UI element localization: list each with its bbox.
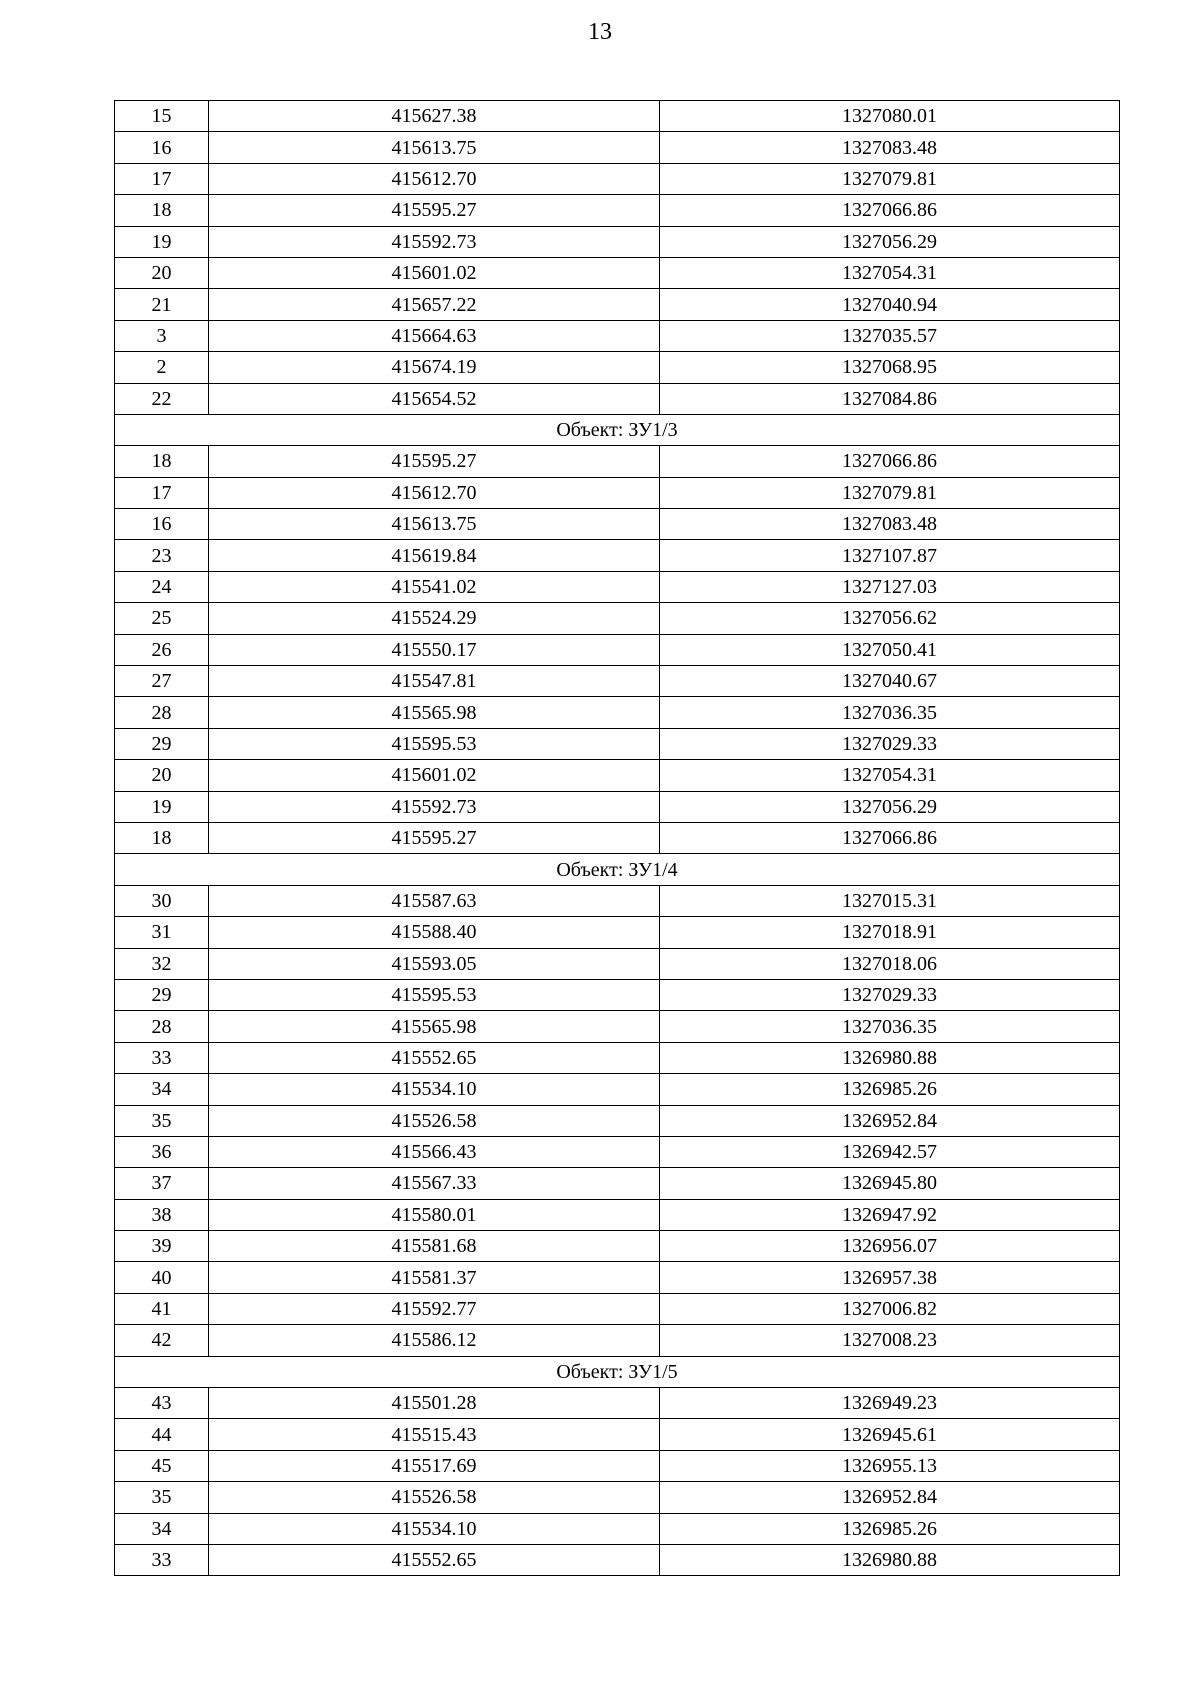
x-coordinate-cell: 415587.63: [209, 885, 660, 916]
point-number-cell: 18: [115, 822, 209, 853]
point-number-cell: 35: [115, 1105, 209, 1136]
x-coordinate-cell: 415613.75: [209, 509, 660, 540]
y-coordinate-cell: 1327083.48: [660, 509, 1120, 540]
y-coordinate-cell: 1327040.94: [660, 289, 1120, 320]
y-coordinate-cell: 1326980.88: [660, 1042, 1120, 1073]
point-number-cell: 31: [115, 917, 209, 948]
y-coordinate-cell: 1327056.29: [660, 791, 1120, 822]
table-row: [115, 1262, 1120, 1293]
x-coordinate-cell: 415664.63: [209, 320, 660, 351]
y-coordinate-cell: 1327029.33: [660, 979, 1120, 1010]
table-row: [115, 1325, 1120, 1356]
table-row: [115, 1450, 1120, 1481]
table-row: [115, 1388, 1120, 1419]
table-row: [115, 540, 1120, 571]
table-row: [115, 634, 1120, 665]
point-number-cell: 25: [115, 603, 209, 634]
x-coordinate-cell: 415627.38: [209, 101, 660, 132]
x-coordinate-cell: 415612.70: [209, 477, 660, 508]
point-number-cell: 21: [115, 289, 209, 320]
point-number-cell: 18: [115, 446, 209, 477]
table-row: [115, 760, 1120, 791]
point-number-cell: 30: [115, 885, 209, 916]
x-coordinate-cell: 415515.43: [209, 1419, 660, 1450]
x-coordinate-cell: 415526.58: [209, 1482, 660, 1513]
x-coordinate-cell: 415588.40: [209, 917, 660, 948]
y-coordinate-cell: 1326945.61: [660, 1419, 1120, 1450]
x-coordinate-cell: 415581.37: [209, 1262, 660, 1293]
point-number-cell: 42: [115, 1325, 209, 1356]
x-coordinate-cell: 415552.65: [209, 1544, 660, 1575]
y-coordinate-cell: 1326947.92: [660, 1199, 1120, 1230]
table-row: [115, 979, 1120, 1010]
point-number-cell: 39: [115, 1231, 209, 1262]
point-number-cell: 20: [115, 257, 209, 288]
x-coordinate-cell: 415601.02: [209, 760, 660, 791]
y-coordinate-cell: 1327029.33: [660, 728, 1120, 759]
table-row: [115, 917, 1120, 948]
coordinates-table-body: [115, 101, 1120, 1576]
x-coordinate-cell: 415674.19: [209, 352, 660, 383]
table-row: [115, 1136, 1120, 1167]
table-row: [115, 697, 1120, 728]
y-coordinate-cell: 1327008.23: [660, 1325, 1120, 1356]
x-coordinate-cell: 415580.01: [209, 1199, 660, 1230]
point-number-cell: 28: [115, 1011, 209, 1042]
y-coordinate-cell: 1327080.01: [660, 101, 1120, 132]
x-coordinate-cell: 415550.17: [209, 634, 660, 665]
point-number-cell: 34: [115, 1074, 209, 1105]
y-coordinate-cell: 1327035.57: [660, 320, 1120, 351]
x-coordinate-cell: 415524.29: [209, 603, 660, 634]
section-header-row: [115, 414, 1120, 445]
table-row: [115, 1105, 1120, 1136]
x-coordinate-cell: 415547.81: [209, 666, 660, 697]
x-coordinate-cell: 415592.73: [209, 791, 660, 822]
y-coordinate-cell: 1326985.26: [660, 1513, 1120, 1544]
table-row: [115, 477, 1120, 508]
x-coordinate-cell: 415534.10: [209, 1074, 660, 1105]
y-coordinate-cell: 1327050.41: [660, 634, 1120, 665]
point-number-cell: 26: [115, 634, 209, 665]
table-row: [115, 666, 1120, 697]
y-coordinate-cell: 1327068.95: [660, 352, 1120, 383]
y-coordinate-cell: 1326956.07: [660, 1231, 1120, 1262]
x-coordinate-cell: 415534.10: [209, 1513, 660, 1544]
y-coordinate-cell: 1327018.91: [660, 917, 1120, 948]
table-row: [115, 509, 1120, 540]
point-number-cell: 38: [115, 1199, 209, 1230]
y-coordinate-cell: 1326957.38: [660, 1262, 1120, 1293]
x-coordinate-cell: 415565.98: [209, 1011, 660, 1042]
x-coordinate-cell: 415566.43: [209, 1136, 660, 1167]
x-coordinate-cell: 415601.02: [209, 257, 660, 288]
y-coordinate-cell: 1327079.81: [660, 477, 1120, 508]
table-row: [115, 1419, 1120, 1450]
y-coordinate-cell: 1327083.48: [660, 132, 1120, 163]
y-coordinate-cell: 1327054.31: [660, 760, 1120, 791]
table-row: [115, 1482, 1120, 1513]
table-row: [115, 1231, 1120, 1262]
x-coordinate-cell: 415595.53: [209, 728, 660, 759]
y-coordinate-cell: 1327036.35: [660, 697, 1120, 728]
table-row: [115, 226, 1120, 257]
y-coordinate-cell: 1327006.82: [660, 1293, 1120, 1324]
x-coordinate-cell: 415619.84: [209, 540, 660, 571]
table-row: [115, 320, 1120, 351]
table-row: [115, 1011, 1120, 1042]
x-coordinate-cell: 415567.33: [209, 1168, 660, 1199]
x-coordinate-cell: 415595.27: [209, 195, 660, 226]
table-row: [115, 728, 1120, 759]
x-coordinate-cell: 415552.65: [209, 1042, 660, 1073]
point-number-cell: 40: [115, 1262, 209, 1293]
y-coordinate-cell: 1327066.86: [660, 822, 1120, 853]
point-number-cell: 29: [115, 979, 209, 1010]
point-number-cell: 24: [115, 571, 209, 602]
table-row: [115, 352, 1120, 383]
x-coordinate-cell: 415657.22: [209, 289, 660, 320]
point-number-cell: 2: [115, 352, 209, 383]
section-header-row: [115, 854, 1120, 885]
point-number-cell: 43: [115, 1388, 209, 1419]
point-number-cell: 20: [115, 760, 209, 791]
table-row: [115, 822, 1120, 853]
point-number-cell: 33: [115, 1042, 209, 1073]
point-number-cell: 28: [115, 697, 209, 728]
y-coordinate-cell: 1327066.86: [660, 195, 1120, 226]
point-number-cell: 37: [115, 1168, 209, 1199]
point-number-cell: 29: [115, 728, 209, 759]
x-coordinate-cell: 415595.27: [209, 822, 660, 853]
point-number-cell: 36: [115, 1136, 209, 1167]
y-coordinate-cell: 1327015.31: [660, 885, 1120, 916]
point-number-cell: 44: [115, 1419, 209, 1450]
x-coordinate-cell: 415541.02: [209, 571, 660, 602]
x-coordinate-cell: 415612.70: [209, 163, 660, 194]
table-row: [115, 446, 1120, 477]
table-row: [115, 289, 1120, 320]
y-coordinate-cell: 1327056.62: [660, 603, 1120, 634]
y-coordinate-cell: 1327127.03: [660, 571, 1120, 602]
point-number-cell: 41: [115, 1293, 209, 1324]
table-row: [115, 1293, 1120, 1324]
x-coordinate-cell: 415613.75: [209, 132, 660, 163]
point-number-cell: 17: [115, 163, 209, 194]
table-row: [115, 132, 1120, 163]
y-coordinate-cell: 1326955.13: [660, 1450, 1120, 1481]
table-row: [115, 1544, 1120, 1575]
table-row: [115, 603, 1120, 634]
x-coordinate-cell: 415517.69: [209, 1450, 660, 1481]
y-coordinate-cell: 1327056.29: [660, 226, 1120, 257]
section-label: Объект: ЗУ1/4: [115, 854, 1120, 885]
point-number-cell: 3: [115, 320, 209, 351]
point-number-cell: 19: [115, 791, 209, 822]
y-coordinate-cell: 1327107.87: [660, 540, 1120, 571]
table-row: [115, 163, 1120, 194]
section-label: Объект: ЗУ1/3: [115, 414, 1120, 445]
section-header-row: [115, 1356, 1120, 1387]
y-coordinate-cell: 1326980.88: [660, 1544, 1120, 1575]
x-coordinate-cell: 415654.52: [209, 383, 660, 414]
table-row: [115, 1074, 1120, 1105]
y-coordinate-cell: 1327054.31: [660, 257, 1120, 288]
point-number-cell: 27: [115, 666, 209, 697]
x-coordinate-cell: 415501.28: [209, 1388, 660, 1419]
table-row: [115, 1042, 1120, 1073]
point-number-cell: 45: [115, 1450, 209, 1481]
table-row: [115, 571, 1120, 602]
y-coordinate-cell: 1327036.35: [660, 1011, 1120, 1042]
y-coordinate-cell: 1327040.67: [660, 666, 1120, 697]
table-row: [115, 885, 1120, 916]
point-number-cell: 16: [115, 132, 209, 163]
y-coordinate-cell: 1327018.06: [660, 948, 1120, 979]
y-coordinate-cell: 1327084.86: [660, 383, 1120, 414]
table-row: [115, 791, 1120, 822]
y-coordinate-cell: 1326952.84: [660, 1105, 1120, 1136]
table-row: [115, 1168, 1120, 1199]
table-row: [115, 101, 1120, 132]
table-row: [115, 383, 1120, 414]
y-coordinate-cell: 1327079.81: [660, 163, 1120, 194]
point-number-cell: 22: [115, 383, 209, 414]
point-number-cell: 17: [115, 477, 209, 508]
table-row: [115, 948, 1120, 979]
point-number-cell: 33: [115, 1544, 209, 1575]
section-label: Объект: ЗУ1/5: [115, 1356, 1120, 1387]
x-coordinate-cell: 415592.77: [209, 1293, 660, 1324]
point-number-cell: 35: [115, 1482, 209, 1513]
page-number: 13: [588, 19, 612, 45]
y-coordinate-cell: 1326985.26: [660, 1074, 1120, 1105]
point-number-cell: 19: [115, 226, 209, 257]
point-number-cell: 15: [115, 101, 209, 132]
y-coordinate-cell: 1326945.80: [660, 1168, 1120, 1199]
y-coordinate-cell: 1327066.86: [660, 446, 1120, 477]
table-row: [115, 1513, 1120, 1544]
x-coordinate-cell: 415595.27: [209, 446, 660, 477]
table-row: [115, 257, 1120, 288]
point-number-cell: 23: [115, 540, 209, 571]
point-number-cell: 32: [115, 948, 209, 979]
table-row: [115, 1199, 1120, 1230]
x-coordinate-cell: 415592.73: [209, 226, 660, 257]
x-coordinate-cell: 415581.68: [209, 1231, 660, 1262]
point-number-cell: 34: [115, 1513, 209, 1544]
x-coordinate-cell: 415593.05: [209, 948, 660, 979]
x-coordinate-cell: 415595.53: [209, 979, 660, 1010]
y-coordinate-cell: 1326942.57: [660, 1136, 1120, 1167]
x-coordinate-cell: 415526.58: [209, 1105, 660, 1136]
x-coordinate-cell: 415586.12: [209, 1325, 660, 1356]
coordinates-table: [114, 100, 1120, 1576]
y-coordinate-cell: 1326952.84: [660, 1482, 1120, 1513]
point-number-cell: 18: [115, 195, 209, 226]
x-coordinate-cell: 415565.98: [209, 697, 660, 728]
point-number-cell: 16: [115, 509, 209, 540]
y-coordinate-cell: 1326949.23: [660, 1388, 1120, 1419]
table-row: [115, 195, 1120, 226]
